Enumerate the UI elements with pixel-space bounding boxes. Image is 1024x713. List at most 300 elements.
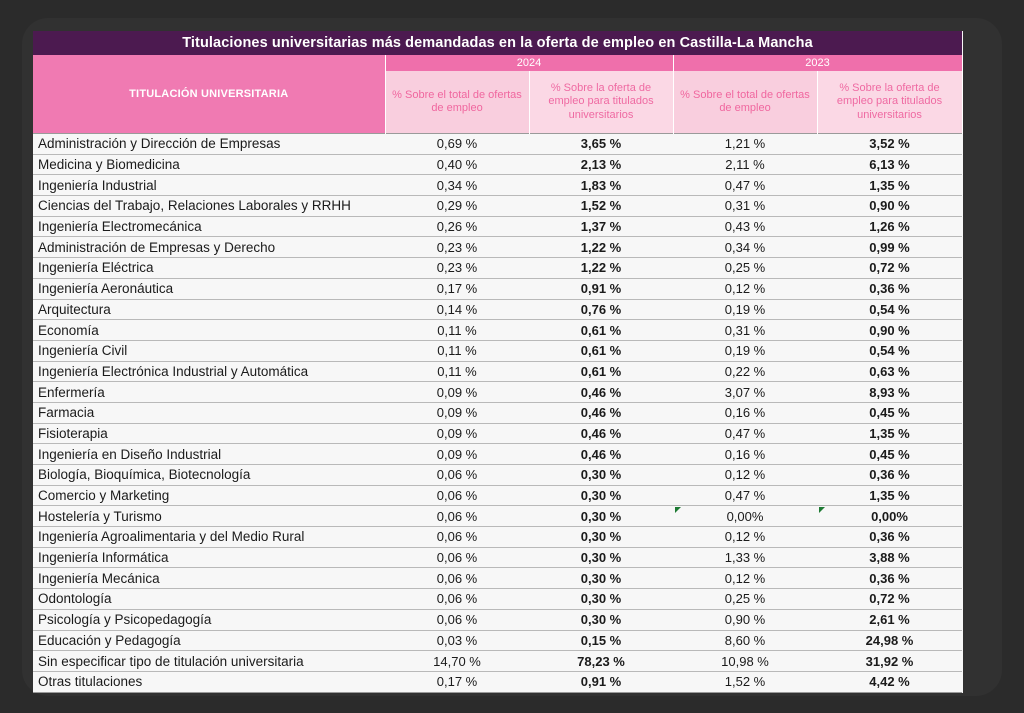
- value-2024-total-text: 0,09 %: [436, 384, 478, 400]
- value-2023-total-text: 1,33 %: [724, 550, 766, 566]
- value-2023-total: [673, 651, 817, 672]
- degree-name-text: Farmacia: [38, 405, 95, 421]
- value-2024-total-text: 0,06 %: [436, 591, 478, 607]
- degree-name-text: Ingeniería en Diseño Industrial: [38, 446, 222, 462]
- table-title-row: [33, 31, 962, 55]
- table-row[interactable]: [33, 465, 962, 486]
- table-row[interactable]: [33, 175, 962, 196]
- value-2024-total: [385, 568, 529, 589]
- value-2023-total-text: 3,07 %: [724, 384, 766, 400]
- value-2024-total-text: 0,26 %: [436, 219, 478, 235]
- value-2024-total: [385, 175, 529, 196]
- degree-name-text: Ingeniería Electrónica Industrial y Automática: [38, 363, 309, 379]
- value-2024-total-text: 0,23 %: [436, 260, 478, 276]
- value-2023-total: [673, 506, 817, 527]
- degree-name: [33, 278, 385, 299]
- value-2023-total-text: 0,12 %: [724, 281, 766, 297]
- value-2023-university-text: 0,90 %: [869, 322, 910, 338]
- value-2023-university: [817, 320, 962, 341]
- degree-name-text: Ingeniería Industrial: [38, 177, 157, 193]
- degree-name: [33, 589, 385, 610]
- value-2023-university-text: 0,00%: [871, 508, 908, 524]
- value-2024-total: [385, 547, 529, 568]
- degree-name: [33, 465, 385, 486]
- value-2023-university-text: 0,72 %: [869, 591, 910, 607]
- value-2024-total: [385, 134, 529, 155]
- table-row[interactable]: [33, 589, 962, 610]
- value-2023-university-text: 3,52 %: [869, 136, 910, 152]
- degree-name-text: Hostelería y Turismo: [38, 508, 162, 524]
- table-row[interactable]: [33, 382, 962, 403]
- degree-name-text: Administración y Dirección de Empresas: [38, 136, 281, 152]
- value-2024-total-text: 0,29 %: [436, 198, 478, 214]
- value-2023-total-text: 0,12 %: [724, 529, 766, 545]
- value-2024-total-text: 0,11 %: [437, 343, 477, 359]
- value-2023-total: [673, 609, 817, 630]
- value-2024-university-text: 0,30 %: [580, 570, 622, 586]
- degree-name: [33, 651, 385, 672]
- value-2024-university: [529, 465, 673, 486]
- value-2024-university-text: 0,30 %: [580, 612, 622, 628]
- value-2023-university: [817, 589, 962, 610]
- degree-name: [33, 485, 385, 506]
- value-2024-university-text: 0,30 %: [580, 467, 622, 483]
- degree-name-text: Ingeniería Agroalimentaria y del Medio Rural: [38, 529, 305, 545]
- value-2023-total: [673, 175, 817, 196]
- value-2023-university-text: 0,45 %: [869, 446, 910, 462]
- value-2024-total-text: 0,40 %: [436, 157, 478, 173]
- value-2023-total-text: 0,00%: [726, 508, 764, 524]
- value-2023-university-text: 0,90 %: [869, 198, 910, 214]
- table-row[interactable]: [33, 361, 962, 382]
- value-2023-total-text: 0,34 %: [724, 239, 766, 255]
- value-2023-university: [817, 278, 962, 299]
- value-2024-university-text: 0,46 %: [580, 446, 622, 462]
- value-2024-university-text: 0,30 %: [580, 508, 622, 524]
- value-2024-university-text: 1,52 %: [580, 198, 622, 214]
- value-2023-total: [673, 320, 817, 341]
- value-2023-university: [817, 175, 962, 196]
- value-2024-total: [385, 196, 529, 217]
- value-2024-university-text: 78,23 %: [577, 653, 625, 669]
- value-2023-total: [673, 299, 817, 320]
- value-2023-total-text: 0,31 %: [724, 322, 766, 338]
- value-2024-university-text: 0,46 %: [580, 384, 622, 400]
- year-group-2023: 2023: [673, 55, 962, 71]
- value-2023-total-text: 0,16 %: [724, 405, 766, 421]
- value-2024-university: [529, 609, 673, 630]
- value-2023-total-text: 2,11 %: [725, 157, 765, 173]
- value-2024-university: [529, 134, 673, 155]
- value-2023-university: [817, 382, 962, 403]
- value-2024-total: [385, 485, 529, 506]
- value-2024-total-text: 0,14 %: [436, 301, 478, 317]
- degree-name: [33, 237, 385, 258]
- value-2023-total-text: 10,98 %: [721, 653, 769, 669]
- value-2024-university: [529, 444, 673, 465]
- table-row[interactable]: [33, 154, 962, 175]
- degree-name: [33, 423, 385, 444]
- value-2023-university: [817, 465, 962, 486]
- degree-name-text: Ciencias del Trabajo, Relaciones Laborales y RRHH: [38, 198, 351, 214]
- value-2024-university: [529, 506, 673, 527]
- value-2023-university-text: 24,98 %: [865, 632, 914, 648]
- value-2024-university-text: 0,61 %: [580, 322, 622, 338]
- degree-name: [33, 506, 385, 527]
- degree-name-text: Biología, Bioquímica, Biotecnología: [38, 467, 251, 483]
- degree-name: [33, 216, 385, 237]
- value-2023-total: [673, 568, 817, 589]
- value-2023-university: [817, 651, 962, 672]
- value-2024-university-text: 0,46 %: [580, 405, 622, 421]
- value-2024-total-text: 0,17 %: [436, 281, 478, 297]
- value-2023-university-text: 6,13 %: [869, 157, 910, 173]
- value-2023-university: [817, 547, 962, 568]
- value-2023-university: [817, 299, 962, 320]
- value-2023-total-text: 0,47 %: [724, 425, 766, 441]
- value-2023-total-text: 8,60 %: [724, 632, 766, 648]
- value-2023-university-text: 0,72 %: [869, 260, 910, 276]
- degree-name-text: Medicina y Biomedicina: [38, 157, 180, 173]
- value-2024-total-text: 0,23 %: [436, 239, 478, 255]
- degree-name: [33, 258, 385, 279]
- value-2024-university: [529, 154, 673, 175]
- value-2023-university-text: 3,88 %: [869, 550, 910, 566]
- table-title: Titulaciones universitarias más demandadas en la oferta de empleo en Castilla-La Mancha: [33, 31, 962, 55]
- value-2023-total-text: 0,90 %: [724, 612, 766, 628]
- value-2024-university: [529, 547, 673, 568]
- degree-name-text: Ingeniería Civil: [38, 343, 128, 359]
- value-2023-total: [673, 278, 817, 299]
- value-2023-university: [817, 630, 962, 651]
- value-2024-university: [529, 196, 673, 217]
- value-2023-total: [673, 134, 817, 155]
- value-2024-university-text: 0,76 %: [580, 301, 622, 317]
- value-2024-university: [529, 299, 673, 320]
- value-2024-total-text: 0,09 %: [436, 446, 478, 462]
- value-2024-university: [529, 630, 673, 651]
- value-2023-university: [817, 402, 962, 423]
- table-row[interactable]: [33, 630, 962, 651]
- degree-name-text: Odontología: [38, 591, 112, 607]
- degree-name-text: Fisioterapia: [38, 425, 108, 441]
- degree-name-text: Arquitectura: [38, 301, 111, 317]
- value-2023-university: [817, 216, 962, 237]
- value-2024-university: [529, 423, 673, 444]
- value-2023-university-text: 0,36 %: [869, 529, 910, 545]
- value-2023-university-text: 0,36 %: [869, 281, 910, 297]
- value-2023-total: [673, 196, 817, 217]
- value-2023-university: [817, 196, 962, 217]
- value-2024-total-text: 0,11 %: [437, 363, 477, 379]
- value-2024-total-text: 0,06 %: [436, 508, 478, 524]
- value-2023-university: [817, 237, 962, 258]
- cell-error-marker-icon: [675, 507, 681, 513]
- table-row[interactable]: [33, 609, 962, 630]
- degree-name: [33, 382, 385, 403]
- degree-name-text: Ingeniería Aeronáutica: [38, 281, 174, 297]
- degree-name-text: Sin especificar tipo de titulación universitaria: [38, 653, 304, 669]
- value-2023-total: [673, 547, 817, 568]
- value-2023-total-text: 0,19 %: [724, 343, 766, 359]
- value-2023-total-text: 0,31 %: [724, 198, 766, 214]
- table-row[interactable]: [33, 506, 962, 527]
- degree-name: [33, 671, 385, 692]
- value-2024-total-text: 0,06 %: [436, 467, 478, 483]
- degree-name: [33, 340, 385, 361]
- degree-name: [33, 175, 385, 196]
- value-2023-total-text: 0,47 %: [724, 488, 766, 504]
- value-2024-university: [529, 568, 673, 589]
- value-2024-total: [385, 630, 529, 651]
- value-2024-total: [385, 154, 529, 175]
- value-2023-total-text: 0,16 %: [724, 446, 766, 462]
- table-row[interactable]: [33, 527, 962, 548]
- value-2024-university: [529, 402, 673, 423]
- degree-name: [33, 299, 385, 320]
- value-2024-university-text: 1,22 %: [580, 239, 622, 255]
- value-2024-university-text: 0,30 %: [580, 488, 622, 504]
- degree-name: [33, 134, 385, 155]
- column-header-2024-total: % Sobre el total de ofertas de empleo: [385, 71, 529, 134]
- table-row[interactable]: [33, 299, 962, 320]
- column-header-2023-total: % Sobre el total de ofertas de empleo: [673, 71, 817, 134]
- value-2023-university: [817, 134, 962, 155]
- value-2023-total: [673, 237, 817, 258]
- value-2024-total-text: 0,06 %: [436, 550, 478, 566]
- value-2023-university: [817, 423, 962, 444]
- value-2023-university-text: 4,42 %: [869, 674, 910, 690]
- value-2024-total: [385, 527, 529, 548]
- value-2024-university: [529, 382, 673, 403]
- degree-name: [33, 527, 385, 548]
- degree-name-text: Ingeniería Eléctrica: [38, 260, 154, 276]
- value-2024-total-text: 0,09 %: [436, 425, 478, 441]
- statistics-table-container: [33, 31, 962, 693]
- value-2023-university: [817, 506, 962, 527]
- value-2024-university: [529, 340, 673, 361]
- value-2023-total: [673, 485, 817, 506]
- value-2024-total: [385, 216, 529, 237]
- value-2023-university-text: 1,35 %: [869, 177, 910, 193]
- value-2023-total: [673, 527, 817, 548]
- value-2023-total-text: 0,19 %: [724, 301, 766, 317]
- value-2023-university: [817, 671, 962, 692]
- value-2023-university-text: 1,35 %: [869, 488, 910, 504]
- row-header-label: TITULACIÓN UNIVERSITARIA: [33, 55, 385, 134]
- value-2024-university: [529, 258, 673, 279]
- table-row[interactable]: [33, 423, 962, 444]
- degree-name: [33, 196, 385, 217]
- value-2024-total: [385, 589, 529, 610]
- cell-error-marker-icon: [819, 507, 825, 513]
- value-2024-university-text: 2,13 %: [580, 157, 622, 173]
- value-2024-total: [385, 444, 529, 465]
- degree-name: [33, 320, 385, 341]
- value-2024-university: [529, 175, 673, 196]
- value-2024-university-text: 0,61 %: [580, 343, 622, 359]
- table-row[interactable]: [33, 237, 962, 258]
- degree-name-text: Economía: [38, 322, 99, 338]
- value-2023-university-text: 0,45 %: [869, 405, 910, 421]
- value-2023-university: [817, 485, 962, 506]
- value-2024-university-text: 1,37 %: [580, 219, 622, 235]
- table-row[interactable]: [33, 278, 962, 299]
- value-2024-university: [529, 361, 673, 382]
- year-group-2024: 2024: [385, 55, 673, 71]
- value-2024-total: [385, 402, 529, 423]
- value-2023-university: [817, 609, 962, 630]
- value-2023-university-text: 1,35 %: [869, 425, 910, 441]
- value-2024-university: [529, 216, 673, 237]
- value-2023-total: [673, 382, 817, 403]
- degree-name: [33, 547, 385, 568]
- value-2023-university: [817, 444, 962, 465]
- value-2023-total-text: 1,52 %: [724, 674, 766, 690]
- value-2023-university: [817, 154, 962, 175]
- value-2023-total-text: 0,47 %: [724, 177, 766, 193]
- value-2023-university-text: 0,54 %: [869, 343, 910, 359]
- value-2024-university: [529, 651, 673, 672]
- value-2024-total: [385, 651, 529, 672]
- value-2024-total-text: 0,34 %: [436, 177, 478, 193]
- table-row[interactable]: [33, 547, 962, 568]
- value-2023-total: [673, 402, 817, 423]
- value-2023-university: [817, 361, 962, 382]
- table-row[interactable]: [33, 134, 962, 155]
- value-2024-total: [385, 465, 529, 486]
- value-2023-university: [817, 258, 962, 279]
- degree-name-text: Ingeniería Mecánica: [38, 570, 160, 586]
- table-body: [33, 134, 962, 693]
- value-2023-total: [673, 361, 817, 382]
- year-group-row: [33, 55, 962, 71]
- value-2023-total: [673, 423, 817, 444]
- table-row[interactable]: [33, 444, 962, 465]
- value-2023-total-text: 0,43 %: [724, 219, 766, 235]
- value-2024-university: [529, 671, 673, 692]
- value-2023-total: [673, 589, 817, 610]
- table-row[interactable]: [33, 651, 962, 672]
- value-2024-university-text: 0,61 %: [580, 363, 622, 379]
- statistics-table: [33, 31, 963, 693]
- degree-name-text: Comercio y Marketing: [38, 488, 170, 504]
- degree-name: [33, 444, 385, 465]
- value-2024-total: [385, 278, 529, 299]
- degree-name-text: Ingeniería Electromecánica: [38, 219, 202, 235]
- value-2023-total-text: 0,12 %: [724, 570, 766, 586]
- value-2024-total: [385, 423, 529, 444]
- value-2023-university-text: 1,26 %: [869, 219, 910, 235]
- value-2023-total-text: 0,22 %: [724, 363, 766, 379]
- value-2024-university-text: 1,22 %: [580, 260, 622, 276]
- value-2024-total-text: 0,69 %: [436, 136, 478, 152]
- table-row[interactable]: [33, 340, 962, 361]
- value-2024-total-text: 0,06 %: [436, 529, 478, 545]
- value-2024-university: [529, 589, 673, 610]
- table-row[interactable]: [33, 258, 962, 279]
- value-2023-total: [673, 258, 817, 279]
- value-2023-university-text: 8,93 %: [869, 384, 910, 400]
- table-row[interactable]: [33, 671, 962, 692]
- value-2024-university-text: 0,30 %: [580, 591, 622, 607]
- value-2023-total-text: 0,25 %: [724, 260, 766, 276]
- value-2023-university-text: 0,54 %: [869, 301, 910, 317]
- value-2023-total-text: 1,21 %: [724, 136, 766, 152]
- value-2024-total: [385, 258, 529, 279]
- column-header-2024-univ: % Sobre la oferta de empleo para titulados universitarios: [529, 71, 673, 134]
- degree-name-text: Psicología y Psicopedagogía: [38, 612, 212, 628]
- value-2024-total-text: 0,09 %: [436, 405, 478, 421]
- degree-name: [33, 402, 385, 423]
- value-2024-university-text: 0,30 %: [580, 529, 622, 545]
- value-2024-total-text: 0,17 %: [436, 674, 478, 690]
- value-2023-university: [817, 340, 962, 361]
- value-2023-university-text: 0,36 %: [869, 570, 910, 586]
- value-2023-total: [673, 216, 817, 237]
- degree-name: [33, 154, 385, 175]
- degree-name-text: Enfermería: [38, 384, 105, 400]
- degree-name-text: Educación y Pedagogía: [38, 632, 181, 648]
- value-2024-total: [385, 237, 529, 258]
- column-header-2023-univ: % Sobre la oferta de empleo para titulados universitarios: [817, 71, 962, 134]
- degree-name-text: Otras titulaciones: [38, 674, 143, 690]
- value-2024-university-text: 0,30 %: [580, 550, 622, 566]
- value-2024-university-text: 1,83 %: [580, 177, 622, 193]
- value-2023-university-text: 0,63 %: [869, 363, 910, 379]
- table-row[interactable]: [33, 568, 962, 589]
- table-row[interactable]: [33, 485, 962, 506]
- value-2024-university-text: 0,46 %: [580, 425, 622, 441]
- value-2024-university-text: 0,15 %: [580, 632, 622, 648]
- value-2023-total: [673, 671, 817, 692]
- table-row[interactable]: [33, 216, 962, 237]
- value-2023-total: [673, 465, 817, 486]
- value-2024-total: [385, 340, 529, 361]
- value-2024-university-text: 3,65 %: [580, 136, 622, 152]
- value-2023-total: [673, 444, 817, 465]
- value-2024-total-text: 0,06 %: [436, 570, 478, 586]
- value-2023-university-text: 0,36 %: [869, 467, 910, 483]
- value-2024-total: [385, 382, 529, 403]
- degree-name: [33, 630, 385, 651]
- table-row[interactable]: [33, 196, 962, 217]
- value-2023-university-text: 2,61 %: [869, 612, 910, 628]
- value-2023-total: [673, 340, 817, 361]
- value-2024-total-text: 0,06 %: [436, 488, 478, 504]
- value-2024-university-text: 0,91 %: [580, 674, 622, 690]
- value-2024-total-text: 14,70 %: [433, 653, 481, 669]
- value-2024-university: [529, 320, 673, 341]
- value-2024-total: [385, 361, 529, 382]
- value-2023-total: [673, 154, 817, 175]
- value-2024-total: [385, 320, 529, 341]
- value-2024-total-text: 0,11 %: [437, 322, 477, 338]
- value-2023-university-text: 0,99 %: [869, 239, 910, 255]
- table-row[interactable]: [33, 320, 962, 341]
- value-2023-total-text: 0,12 %: [724, 467, 766, 483]
- degree-name: [33, 568, 385, 589]
- degree-name: [33, 609, 385, 630]
- value-2024-university: [529, 278, 673, 299]
- table-row[interactable]: [33, 402, 962, 423]
- degree-name-text: Ingeniería Informática: [38, 550, 169, 566]
- degree-name: [33, 361, 385, 382]
- value-2024-total: [385, 506, 529, 527]
- value-2024-university: [529, 237, 673, 258]
- value-2023-total: [673, 630, 817, 651]
- value-2024-university: [529, 485, 673, 506]
